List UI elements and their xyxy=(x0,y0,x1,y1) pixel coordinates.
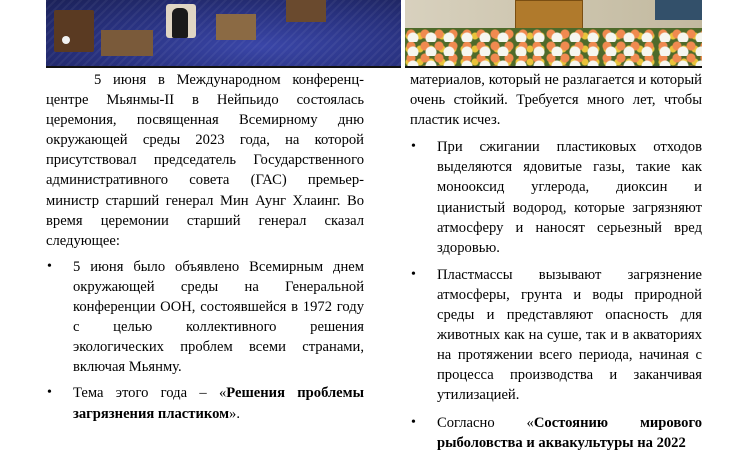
photo-chair xyxy=(286,0,326,22)
bullet-text: 5 июня было объявлено Всемирным днем окружающей среды на Генеральной конференции ООН, состоявшейся в 1972 году с целью коллективного решения экологических проблем всеми странами, включая Мьянму. xyxy=(73,258,364,376)
photo-person xyxy=(172,8,188,38)
photo-podium xyxy=(515,0,583,30)
ceremony-hall-photo xyxy=(46,0,401,68)
left-bullet-list xyxy=(46,257,364,424)
bullet-text: Тема этого года – « xyxy=(73,385,227,402)
report-title: Состоянию мирового рыболовства и аквакультуры на 2022 xyxy=(437,414,702,451)
bullet-text: Пластмассы вызывают загрязнение атмосферы, грунта и воды природной среды и представляют опасность для животных как на суше, так и в акваториях на протяжении всего периода, начиная с процесса производства и заканчивая утилизацией. xyxy=(437,266,702,404)
bullet-item xyxy=(410,265,702,406)
photo-table xyxy=(101,30,153,56)
photo-item xyxy=(62,36,70,44)
continuation-paragraph: материалов, который не разлагается и который очень стойкий. Требуется много лет, чтобы пластик исчез. xyxy=(410,72,702,129)
bullet-item xyxy=(46,383,364,423)
bullet-text: Согласно « xyxy=(437,414,534,431)
photo-flowers xyxy=(405,28,702,66)
bullet-text: При сжигании пластиковых отходов выделяются ядовитые газы, такие как монооксид углерода, диоксин и цианистый водород, которые загрязняют атмосферу и наносят серьезный вред здоровью. xyxy=(437,139,702,256)
bullet-item xyxy=(410,137,702,258)
bullet-item xyxy=(410,413,702,453)
stage-flowers-photo xyxy=(405,0,702,68)
right-bullet-list xyxy=(410,137,702,452)
theme-title: Решения проблемы загрязнения пластиком xyxy=(73,385,364,422)
photo-table xyxy=(54,10,94,52)
photo-screen xyxy=(655,0,702,20)
intro-paragraph: 5 июня в Международном конференц-центре Мьянмы-II в Нейпьидо состоялась церемония, посвященная Всемирному дню окружающей среды 2023 года, на которой присутствовал председатель Государственного административного совета (ГАС) премьер-министр старший генерал Мин Аунг Хлаинг. Во время церемонии старший генерал сказал следующее: xyxy=(46,72,364,249)
left-column xyxy=(46,70,364,424)
bullet-item xyxy=(46,257,364,378)
bullet-text: ». xyxy=(229,405,240,422)
photo-table xyxy=(216,14,256,40)
right-column xyxy=(410,70,702,453)
